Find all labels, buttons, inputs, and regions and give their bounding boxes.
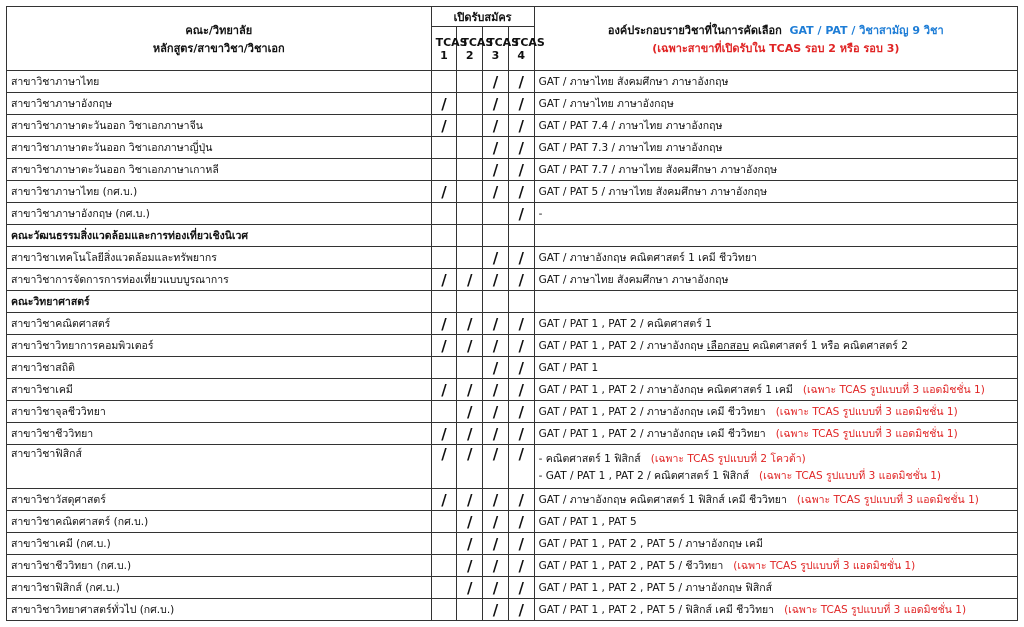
tcas-2-mark <box>457 203 483 225</box>
tcas-1-mark <box>431 511 457 533</box>
tcas-3-mark: / <box>483 401 509 423</box>
tcas-3-mark: / <box>483 357 509 379</box>
components-cell <box>534 533 1017 555</box>
components-cell <box>534 489 1017 511</box>
tcas-2-mark <box>457 247 483 269</box>
table-row <box>7 137 1018 159</box>
components-cell <box>534 357 1017 379</box>
tcas-3-mark: / <box>483 423 509 445</box>
tcas-4-mark: / <box>508 489 534 511</box>
tcas-2-mark: / <box>457 401 483 423</box>
program-name: สาขาวิชาวิทยาการคอมพิวเตอร์ <box>7 335 432 357</box>
tcas-3-mark: / <box>483 335 509 357</box>
tcas-3-mark: / <box>483 533 509 555</box>
tcas-2-mark: / <box>457 335 483 357</box>
tcas-4-mark: / <box>508 115 534 137</box>
program-name: สาขาวิชาสถิติ <box>7 357 432 379</box>
components-cell <box>534 115 1017 137</box>
component-text: GAT / PAT 1 , PAT 2 / คณิตศาสตร์ 1 <box>538 318 712 330</box>
tcas-3-mark: / <box>483 181 509 203</box>
tcas-4-mark: / <box>508 555 534 577</box>
tcas-2-mark <box>457 71 483 93</box>
tcas-1-mark <box>431 247 457 269</box>
tcas-2-mark: / <box>457 423 483 445</box>
tcas-4-mark: / <box>508 159 534 181</box>
program-name: สาขาวิชาชีววิทยา <box>7 423 432 445</box>
component-text: GAT / ภาษาอังกฤษ คณิตศาสตร์ 1 เคมี ชีววิทยา <box>538 252 757 264</box>
program-name: สาขาวิชาภาษาไทย <box>7 71 432 93</box>
component-text: GAT / ภาษาไทย ภาษาอังกฤษ <box>538 98 674 110</box>
component-text: คณิตศาสตร์ 1 หรือ คณิตศาสตร์ 2 <box>749 340 908 352</box>
component-text: GAT / ภาษาไทย สังคมศึกษา ภาษาอังกฤษ <box>538 274 729 286</box>
component-text: GAT / PAT 1 , PAT 2 , PAT 5 / ฟิสิกส์ เคมี ชีววิทยา <box>538 604 775 616</box>
components-cell <box>534 445 1017 489</box>
table-row <box>7 555 1018 577</box>
program-name: สาขาวิชาคณิตศาสตร์ <box>7 313 432 335</box>
tcas-2-mark: / <box>457 511 483 533</box>
tcas-4-mark: / <box>508 379 534 401</box>
components-cell <box>534 511 1017 533</box>
tcas-3-mark: / <box>483 555 509 577</box>
tcas-1-mark: / <box>431 269 457 291</box>
program-name: สาขาวิชาวิทยาศาสตร์ทั่วไป (กศ.บ.) <box>7 599 432 621</box>
component-text: GAT / PAT 1 , PAT 2 / ภาษาอังกฤษ เคมี ชีววิทยา <box>538 428 766 440</box>
component-note: (เฉพาะ TCAS รูปแบบที่ 3 แอดมิชชั่น 1) <box>784 604 967 616</box>
tcas-4-mark: / <box>508 445 534 489</box>
components-cell <box>534 93 1017 115</box>
table-row <box>7 313 1018 335</box>
components-cell <box>534 71 1017 93</box>
component-text: GAT / PAT 1 , PAT 2 , PAT 5 / ชีววิทยา <box>538 560 724 572</box>
components-cell <box>534 269 1017 291</box>
program-name: สาขาวิชาภาษาอังกฤษ (กศ.บ.) <box>7 203 432 225</box>
tcas-1-mark: / <box>431 181 457 203</box>
components-cell <box>534 335 1017 357</box>
table-body <box>7 71 1018 621</box>
admission-table <box>6 6 1018 621</box>
tcas-4-mark: / <box>508 247 534 269</box>
tcas-1-mark <box>431 401 457 423</box>
header-comp-blue: GAT / PAT / วิชาสามัญ 9 วิชา <box>789 23 944 37</box>
tcas-4-mark: / <box>508 203 534 225</box>
components-cell <box>534 423 1017 445</box>
component-text: - GAT / PAT 1 , PAT 2 / คณิตศาสตร์ 1 ฟิสิกส์ <box>538 469 749 482</box>
tcas-1-mark: / <box>431 313 457 335</box>
tcas-3-mark: / <box>483 115 509 137</box>
tcas-4-mark: / <box>508 511 534 533</box>
faculty-name: คณะวัฒนธรรมสิ่งแวดล้อมและการท่องเที่ยวเชิงนิเวศ <box>7 225 432 247</box>
tcas-2-mark <box>457 159 483 181</box>
tcas-3-mark <box>483 203 509 225</box>
tcas-1-mark <box>431 555 457 577</box>
table-row <box>7 159 1018 181</box>
components-cell <box>534 379 1017 401</box>
tcas-3-mark: / <box>483 159 509 181</box>
component-text: GAT / PAT 7.3 / ภาษาไทย ภาษาอังกฤษ <box>538 142 723 154</box>
header-open: เปิดรับสมัคร <box>431 7 534 27</box>
tcas-2-mark: / <box>457 445 483 489</box>
table-row <box>7 577 1018 599</box>
table-row <box>7 247 1018 269</box>
header-program <box>7 7 432 71</box>
table-row <box>7 511 1018 533</box>
header-tcas-2: TCAS 2 <box>457 27 483 71</box>
faculty-row <box>7 225 1018 247</box>
table-row <box>7 423 1018 445</box>
tcas-4-mark: / <box>508 335 534 357</box>
component-text: GAT / PAT 1 <box>538 361 599 374</box>
program-name: สาขาวิชาเคมี (กศ.บ.) <box>7 533 432 555</box>
table-row <box>7 93 1018 115</box>
table-row <box>7 401 1018 423</box>
component-text: GAT / PAT 7.7 / ภาษาไทย สังคมศึกษา ภาษาอังกฤษ <box>538 164 778 176</box>
component-note: (เฉพาะ TCAS รูปแบบที่ 3 แอดมิชชั่น 1) <box>759 469 941 482</box>
tcas-3-mark: / <box>483 379 509 401</box>
tcas-3-mark: / <box>483 511 509 533</box>
header-tcas-4: TCAS 4 <box>508 27 534 71</box>
tcas-3-mark: / <box>483 93 509 115</box>
component-text: - <box>538 207 543 220</box>
tcas-4-mark: / <box>508 181 534 203</box>
tcas-4-mark: / <box>508 599 534 621</box>
tcas-2-mark: / <box>457 533 483 555</box>
tcas-4-mark: / <box>508 533 534 555</box>
tcas-2-mark: / <box>457 313 483 335</box>
table-row <box>7 269 1018 291</box>
tcas-1-mark: / <box>431 93 457 115</box>
tcas-2-mark <box>457 181 483 203</box>
component-note: (เฉพาะ TCAS รูปแบบที่ 2 โควต้า) <box>650 452 806 465</box>
header-tcas-1: TCAS 1 <box>431 27 457 71</box>
components-cell <box>534 313 1017 335</box>
program-name: สาขาวิชาเคมี <box>7 379 432 401</box>
tcas-1-mark: / <box>431 423 457 445</box>
tcas-1-mark <box>431 137 457 159</box>
table-row <box>7 379 1018 401</box>
components-cell <box>534 401 1017 423</box>
tcas-1-mark: / <box>431 379 457 401</box>
tcas-4-mark: / <box>508 577 534 599</box>
table-row <box>7 599 1018 621</box>
faculty-name: คณะวิทยาศาสตร์ <box>7 291 432 313</box>
component-text: GAT / PAT 1 , PAT 2 , PAT 5 / ภาษาอังกฤษ ฟิสิกส์ <box>538 582 772 594</box>
components-cell <box>534 555 1017 577</box>
components-cell <box>534 159 1017 181</box>
tcas-1-mark: / <box>431 335 457 357</box>
tcas-3-mark: / <box>483 137 509 159</box>
component-text: GAT / PAT 1 , PAT 2 / ภาษาอังกฤษ <box>538 340 707 352</box>
component-text: GAT / PAT 7.4 / ภาษาไทย ภาษาอังกฤษ <box>538 120 723 132</box>
table-row <box>7 335 1018 357</box>
tcas-3-mark: / <box>483 247 509 269</box>
component-note: (เฉพาะ TCAS รูปแบบที่ 3 แอดมิชชั่น 1) <box>775 428 958 440</box>
component-text: GAT / PAT 1 , PAT 2 / ภาษาอังกฤษ คณิตศาสตร์ 1 เคมี <box>538 384 793 396</box>
program-name: สาขาวิชาฟิสิกส์ <box>7 445 432 489</box>
tcas-2-mark <box>457 357 483 379</box>
tcas-3-mark: / <box>483 313 509 335</box>
table-row <box>7 71 1018 93</box>
program-name: สาขาวิชาภาษาตะวันออก วิชาเอกภาษาจีน <box>7 115 432 137</box>
faculty-row <box>7 291 1018 313</box>
tcas-2-mark <box>457 599 483 621</box>
component-note: (เฉพาะ TCAS รูปแบบที่ 3 แอดมิชชั่น 1) <box>733 560 916 572</box>
tcas-3-mark: / <box>483 577 509 599</box>
tcas-4-mark: / <box>508 71 534 93</box>
tcas-1-mark: / <box>431 115 457 137</box>
component-text: GAT / ภาษาไทย สังคมศึกษา ภาษาอังกฤษ <box>538 76 729 88</box>
component-note: (เฉพาะ TCAS รูปแบบที่ 3 แอดมิชชั่น 1) <box>802 384 985 396</box>
tcas-2-mark <box>457 115 483 137</box>
components-cell <box>534 203 1017 225</box>
header-components <box>534 7 1017 71</box>
tcas-2-mark <box>457 137 483 159</box>
tcas-1-mark <box>431 159 457 181</box>
tcas-4-mark: / <box>508 93 534 115</box>
component-text: GAT / PAT 1 , PAT 5 <box>538 515 637 528</box>
component-text: GAT / PAT 1 , PAT 2 , PAT 5 / ภาษาอังกฤษ เคมี <box>538 538 763 550</box>
component-text: GAT / PAT 5 / ภาษาไทย สังคมศึกษา ภาษาอังกฤษ <box>538 186 768 198</box>
tcas-1-mark <box>431 71 457 93</box>
program-name: สาขาวิชาจุลชีววิทยา <box>7 401 432 423</box>
tcas-3-mark: / <box>483 269 509 291</box>
table-row <box>7 489 1018 511</box>
table-row <box>7 533 1018 555</box>
components-cell <box>534 181 1017 203</box>
table-row <box>7 203 1018 225</box>
program-name: สาขาวิชาภาษาตะวันออก วิชาเอกภาษาเกาหลี <box>7 159 432 181</box>
component-note: (เฉพาะ TCAS รูปแบบที่ 3 แอดมิชชั่น 1) <box>775 406 958 418</box>
tcas-2-mark: / <box>457 379 483 401</box>
header-tcas-3: TCAS 3 <box>483 27 509 71</box>
tcas-3-mark: / <box>483 71 509 93</box>
tcas-1-mark: / <box>431 445 457 489</box>
program-name: สาขาวิชาภาษาอังกฤษ <box>7 93 432 115</box>
program-name: สาขาวิชาการจัดการการท่องเที่ยวแบบบูรณาการ <box>7 269 432 291</box>
tcas-3-mark: / <box>483 445 509 489</box>
program-name: สาขาวิชาชีววิทยา (กศ.บ.) <box>7 555 432 577</box>
tcas-4-mark: / <box>508 357 534 379</box>
component-note: (เฉพาะ TCAS รูปแบบที่ 3 แอดมิชชั่น 1) <box>796 494 979 506</box>
component-underlined: เลือกสอบ <box>706 340 749 352</box>
component-text: GAT / PAT 1 , PAT 2 / ภาษาอังกฤษ เคมี ชีววิทยา <box>538 406 766 418</box>
components-cell <box>534 599 1017 621</box>
header-comp-prefix: องค์ประกอบรายวิชาที่ในการคัดเลือก <box>607 23 782 37</box>
tcas-4-mark: / <box>508 137 534 159</box>
header-comp-note: (เฉพาะสาขาที่เปิดรับใน TCAS รอบ 2 หรือ รอบ 3) <box>652 41 900 55</box>
tcas-2-mark: / <box>457 489 483 511</box>
tcas-2-mark: / <box>457 269 483 291</box>
program-name: สาขาวิชาเทคโนโลยีสิ่งแวดล้อมและทรัพยากร <box>7 247 432 269</box>
tcas-3-mark: / <box>483 489 509 511</box>
tcas-4-mark: / <box>508 423 534 445</box>
components-cell <box>534 247 1017 269</box>
tcas-3-mark: / <box>483 599 509 621</box>
components-cell <box>534 577 1017 599</box>
component-text: GAT / ภาษาอังกฤษ คณิตศาสตร์ 1 ฟิสิกส์ เคมี ชีววิทยา <box>538 494 787 506</box>
program-name: สาขาวิชาฟิสิกส์ (กศ.บ.) <box>7 577 432 599</box>
tcas-4-mark: / <box>508 401 534 423</box>
tcas-2-mark <box>457 93 483 115</box>
table-row <box>7 357 1018 379</box>
header-faculty-line2: หลักสูตร/สาขาวิชา/วิชาเอก <box>152 41 285 55</box>
tcas-1-mark <box>431 599 457 621</box>
program-name: สาขาวิชาภาษาตะวันออก วิชาเอกภาษาญี่ปุ่น <box>7 137 432 159</box>
program-name: สาขาวิชาภาษาไทย (กศ.บ.) <box>7 181 432 203</box>
component-text: - คณิตศาสตร์ 1 ฟิสิกส์ <box>538 452 641 465</box>
table-row <box>7 181 1018 203</box>
tcas-1-mark <box>431 203 457 225</box>
table-row <box>7 445 1018 489</box>
tcas-2-mark: / <box>457 577 483 599</box>
header-faculty-line1: คณะ/วิทยาลัย <box>185 23 253 37</box>
table-row <box>7 115 1018 137</box>
tcas-1-mark <box>431 577 457 599</box>
program-name: สาขาวิชาคณิตศาสตร์ (กศ.บ.) <box>7 511 432 533</box>
tcas-1-mark <box>431 357 457 379</box>
tcas-1-mark <box>431 533 457 555</box>
tcas-4-mark: / <box>508 313 534 335</box>
program-name: สาขาวิชาวัสดุศาสตร์ <box>7 489 432 511</box>
components-cell <box>534 137 1017 159</box>
tcas-2-mark: / <box>457 555 483 577</box>
tcas-1-mark: / <box>431 489 457 511</box>
tcas-4-mark: / <box>508 269 534 291</box>
